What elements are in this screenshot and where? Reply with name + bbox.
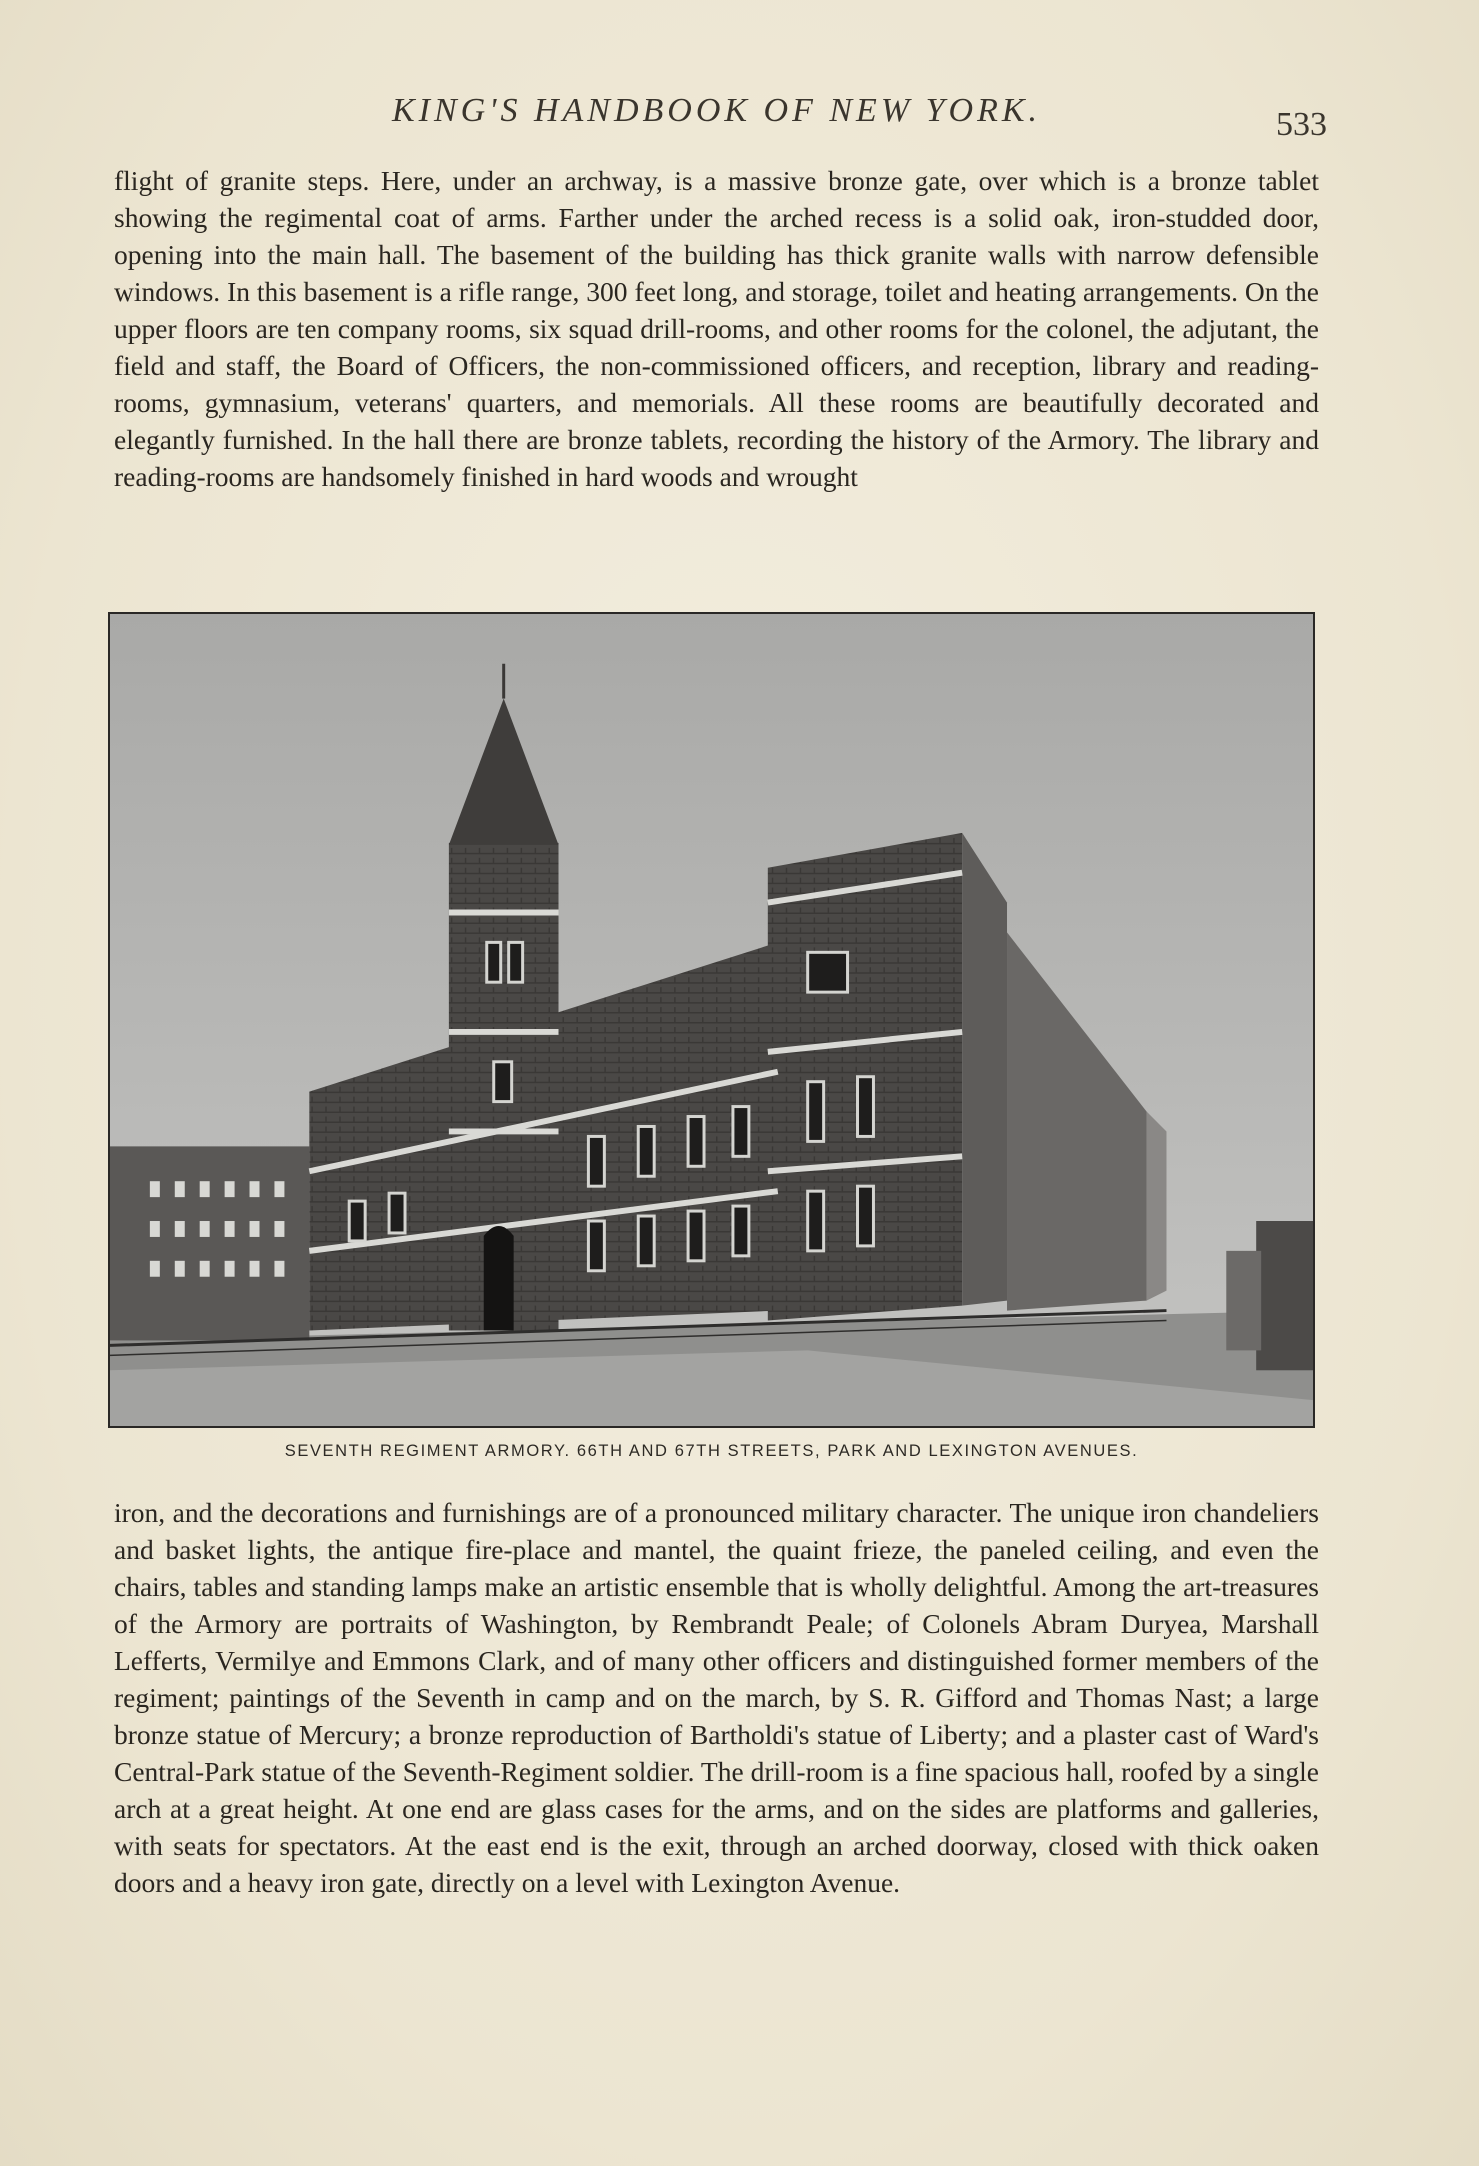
body-paragraph-bottom: iron, and the decorations and furnishings are of a pronounced military character. The unique iron chandeliers and basket lights, the antique fire-place and mantel, the quaint frieze, the paneled ceiling, and even the chairs, tables and standing lamps make an artistic ensemble that is wholly delightful. Among the art-treasures of the Armory are portraits of Washington, by Rembrandt Peale; of Colonels Abram Duryea, Marshall Lefferts, Vermilye and Emmons Clark, and of many other officers and distinguished former members of the regiment; paintings of the Seventh in camp and on the march, by S. R. Gifford and Thomas Nast; a large bronze statue of Mercury; a bronze reproduction of Bartholdi's statue of Liberty; and a plaster cast of Ward's Central-Park statue of the Seventh-Regiment soldier. The drill-room is a fine spacious hall, roofed by a single arch at a great height. At one end are glass cases for the arms, and on the sides are platforms and galleries, with seats for spectators. At the east end is the exit, through an arched doorway, closed with thick oaken doors and a heavy iron gate, directly on a level with Lexington Avenue. — [114, 1497, 1319, 1898]
armory-photograph — [108, 612, 1315, 1428]
armory-illustration — [110, 614, 1313, 1426]
figure-caption: SEVENTH REGIMENT ARMORY. 66TH AND 67TH STREETS, PARK AND LEXINGTON AVENUES. — [284, 1442, 1139, 1460]
body-paragraph-top: flight of granite steps. Here, under an archway, is a massive bronze gate, over which is a bronze tablet showing the regimental coat of arms. Farther under the arched recess is a solid oak, iron-studded door, opening into the main hall. The basement of the building has thick granite walls with narrow defensible windows. In this basement is a rifle range, 300 feet long, and storage, toilet and heating arrangements. On the upper floors are ten company rooms, six squad drill-rooms, and other rooms for the colonel, the adjutant, the field and staff, the Board of Officers, the non-commissioned officers, and reception, library and reading-rooms, gymnasium, veterans' quarters, and memorials. All these rooms are beautifully decorated and elegantly furnished. In the hall there are bronze tablets, recording the history of the Armory. The library and reading-rooms are handsomely finished in hard woods and wrought — [114, 165, 1319, 492]
page-number: 533 — [1276, 106, 1327, 143]
background-building-left — [110, 1146, 309, 1340]
running-title: KING'S HANDBOOK OF NEW YORK. — [391, 92, 1042, 129]
entrance-arch — [484, 1226, 514, 1330]
page-header — [114, 92, 1327, 152]
background-building-right — [1256, 1221, 1313, 1370]
